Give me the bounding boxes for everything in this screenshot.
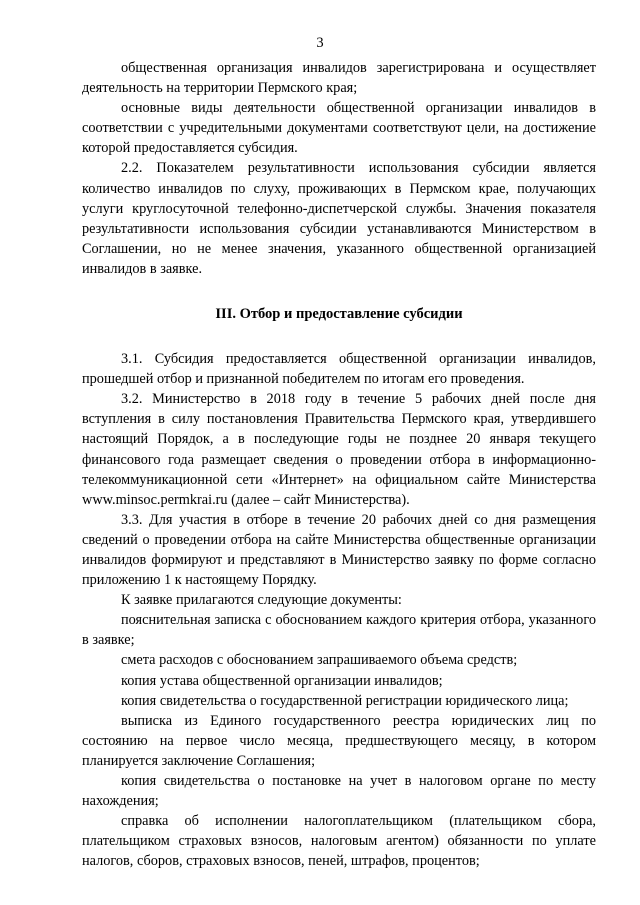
section-3-heading: III. Отбор и предоставление субсидии [215, 306, 463, 323]
paragraph-org-registered: общественная организация инвалидов зарегистрирована и осуществляет деятельность на территории Пермского края; [82, 60, 596, 97]
document-item-registry-extract: выписка из Единого государственного реестра юридических лиц по состоянию на первое число месяца, предшествующего месяцу, в котором планируется заключение Соглашения; [82, 712, 596, 769]
paragraph-3-2: 3.2. Министерство в 2018 году в течение 5 рабочих дней после дня вступления в силу постановления Правительства Пермского края, утвердившего настоящий Порядок, а в последующие годы не позднее 20 января текущего финансового года размещает сведения о проведении отбора в информационно-телекоммуникационной сети «Интернет» на официальном сайте Министерства www.minsoc.permkrai.ru (далее – сайт Министерства). [82, 391, 596, 508]
paragraph-activities-match: основные виды деятельности общественной организации инвалидов в соответствии с учредительными документами соответствуют цели, на достижение которой предоставляется субсидия. [82, 100, 596, 157]
document-item-explanatory-note: пояснительная записка с обоснованием каждого критерия отбора, указанного в заявке; [82, 612, 596, 649]
document-body [82, 58, 596, 871]
page-number: 3 [316, 35, 324, 51]
document-item-charter-copy: копия устава общественной организации инвалидов; [121, 672, 443, 689]
document-item-cost-estimate: смета расходов с обоснованием запрашиваемого объема средств; [121, 652, 518, 669]
document-item-tax-compliance-certificate: справка об исполнении налогоплательщиком (плательщиком сбора, плательщиком страховых взносов, налоговым агентом) обязанности по уплате налогов, сборов, страховых взносов, пеней, штрафов, процентов; [82, 813, 596, 870]
paragraph-3-1: 3.1. Субсидия предоставляется общественной организации инвалидов, прошедшей отбор и признанной победителем по итогам его проведения. [82, 351, 596, 388]
paragraph-attachments-intro: К заявке прилагаются следующие документы: [121, 592, 402, 609]
paragraph-3-3: 3.3. Для участия в отборе в течение 20 рабочих дней со дня размещения сведений о проведении отбора на сайте Министерства общественные организации инвалидов формируют и представляют в Министерство заявку по форме согласно приложению 1 к настоящему Порядку. [82, 511, 596, 589]
paragraph-2-2-indicator: 2.2. Показателем результативности использования субсидии является количество инвалидов по слуху, проживающих в Пермском крае, получающих услуги круглосуточной телефонно-диспетчерской службы. Значения показателя результативности использования субсидии устанавливаются Министерством в Соглашении, но не менее значения, указанного общественной организацией инвалидов в заявке. [82, 160, 596, 277]
document-item-registration-certificate: копия свидетельства о государственной регистрации юридического лица; [121, 692, 569, 709]
document-item-tax-registration: копия свидетельства о постановке на учет в налоговом органе по месту нахождения; [82, 773, 596, 810]
